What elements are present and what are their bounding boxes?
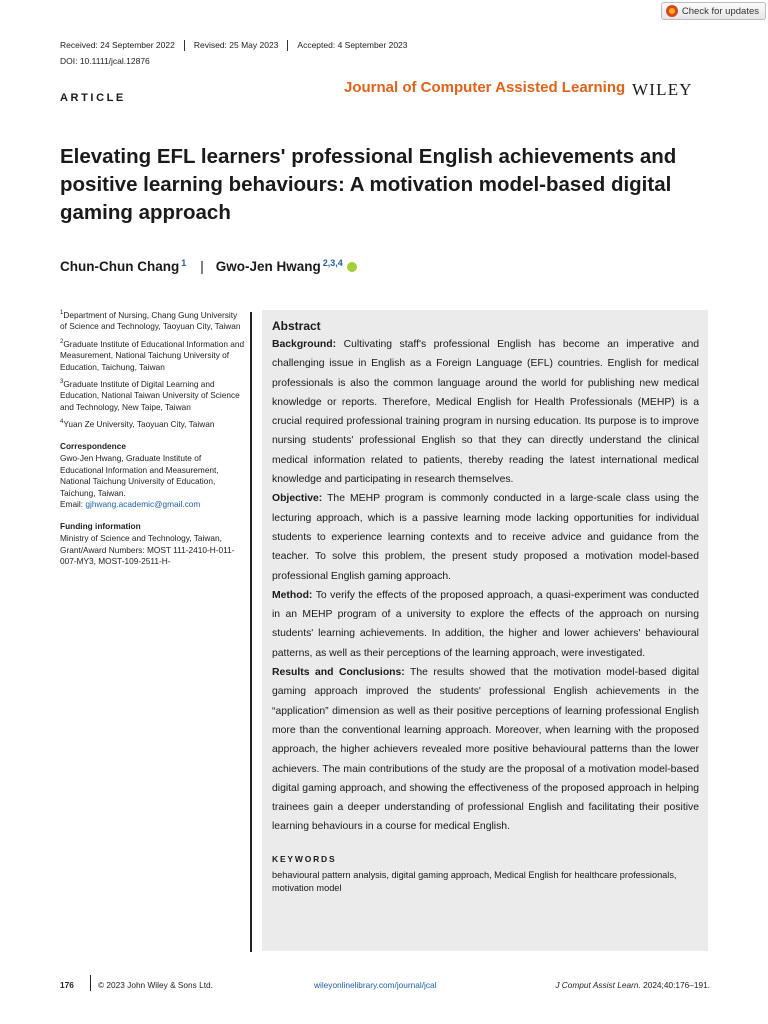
- received-date: Received: 24 September 2022: [60, 40, 175, 50]
- abstract-box: [262, 310, 708, 951]
- email-label: Email:: [60, 499, 84, 510]
- author-list: [60, 259, 357, 274]
- publication-dates: [60, 40, 417, 51]
- author-affiliation-ref[interactable]: 2,3,4: [322, 258, 343, 268]
- abstract-results: Results and Conclusions: The results showed that the motivation model-based digital gaming approach improved the students' professional English achievements in the “application” dimension as well as their positive perceptions of learning professional English more than the conventional learning approach. Moreover, when learning with the proposed approach, the higher achievers revealed more positive behavioural patterns than the lower achievers. The main contributions of the study are the proposal of a motivation model-based digital gaming approach, and showing the effectiveness of the proposed approach in helping trainees gain a deeper understanding of professional English and facilitating their positive learning behaviours in a course for medical English.: [272, 667, 699, 833]
- abstract-background: Background: Cultivating staff's professional English has become an imperative and challenging issue in English as a Foreign Language (EFL) countries. English for medical professionals is also the common language around the world for publishing new medical knowledge or reports. Therefore, Medical English for Health Professionals (MEHP) is a crucial required professional training program in nursing education. Its purpose is to improve nursing students' professional English so that they can directly understand the clinical medical information related to patients, thereby reading the latest international medical knowledge and participating in research themselves.: [272, 339, 700, 486]
- author-affiliation-ref[interactable]: 1: [181, 258, 187, 268]
- author-name[interactable]: Chun-Chun Chang: [60, 259, 180, 274]
- accepted-date: Accepted: 4 September 2023: [287, 40, 416, 51]
- copyright: © 2023 John Wiley & Sons Ltd.: [98, 980, 213, 990]
- email-link[interactable]: gjhwang.academic@gmail.com: [85, 499, 201, 510]
- page-footer: [60, 975, 710, 997]
- affiliation-item: $^4$Yuan Ze University, Taoyuan City, Taiwan: [60, 419, 215, 430]
- crossmark-icon: [666, 5, 678, 17]
- abstract-heading: Abstract: [272, 319, 321, 333]
- orcid-icon[interactable]: [347, 262, 357, 272]
- author-name[interactable]: Gwo-Jen Hwang: [215, 259, 321, 274]
- check-for-updates-label: Check for updates: [681, 5, 759, 17]
- keywords-heading: KEYWORDS: [272, 853, 337, 864]
- article-type-label: ARTICLE: [60, 92, 126, 104]
- page-number: 176: [60, 980, 74, 990]
- revised-date: Revised: 25 May 2023: [184, 40, 288, 51]
- article-title: Elevating EFL learners' professional English achievements and positive learning behaviours: A motivation model-based digital gaming approach: [60, 145, 677, 224]
- abstract-objective: Objective: The MEHP program is commonly conducted in a large-scale class using the lecturing approach, which is a passive learning mode lacking opportunities for individual students to experience learning contexts and to receive advice and guidance from the teacher. To solve this problem, the present study proposed a motivation model-based professional English gaming approach.: [272, 493, 699, 582]
- citation: J Comput Assist Learn. 2024;40:176–191.: [555, 980, 710, 990]
- check-for-updates-button[interactable]: [661, 2, 766, 20]
- affiliations-sidebar: [60, 308, 246, 572]
- footer-divider: [90, 975, 91, 991]
- journal-url-link[interactable]: wileyonlinelibrary.com/journal/jcal: [314, 980, 437, 990]
- correspondence-text: Gwo-Jen Hwang, Graduate Institute of Educational Information and Measurement, National Taichung University of Education, Taichung, Taiwan. Email: gjhwang.academic@gmail.com: [60, 453, 219, 510]
- abstract-body: [272, 335, 699, 837]
- correspondence-heading: Correspondence: [60, 440, 126, 451]
- author-separator: |: [200, 259, 204, 274]
- doi: DOI: 10.1111/jcal.12876: [60, 56, 150, 66]
- affiliation-item: $^3$Graduate Institute of Digital Learning and Education, National Taiwan University of Science and Technology, New Taipe, Taiwan: [60, 378, 240, 412]
- funding-heading: Funding information: [60, 520, 141, 531]
- affiliation-item: $^2$Graduate Institute of Educational Information and Measurement, National Taichung University of Education, Taichung, Taiwan: [60, 338, 245, 372]
- journal-name: Journal of Computer Assisted Learning: [344, 79, 626, 96]
- publisher-logo: WILEY: [632, 80, 693, 99]
- affiliation-item: $^1$Department of Nursing, Chang Gung University of Science and Technology, Taoyuan City, Taiwan: [60, 309, 241, 332]
- keywords-list: behavioural pattern analysis, digital gaming approach, Medical English for healthcare professionals, motivation model: [272, 869, 677, 893]
- abstract-method: Method: To verify the effects of the proposed approach, a quasi-experiment was conducted in an MEHP program of a university to explore the effects of the approach on nursing students' learning achievements. In addition, the higher and lower achievers' behavioural patterns, as well as their perceptions of the learning approach, were investigated.: [272, 589, 699, 659]
- column-divider: [250, 312, 252, 952]
- funding-text: Ministry of Science and Technology, Taiwan, Grant/Award Numbers: MOST 111-2410-H-011-007-MY3, MOST-109-2511-H-: [60, 533, 235, 567]
